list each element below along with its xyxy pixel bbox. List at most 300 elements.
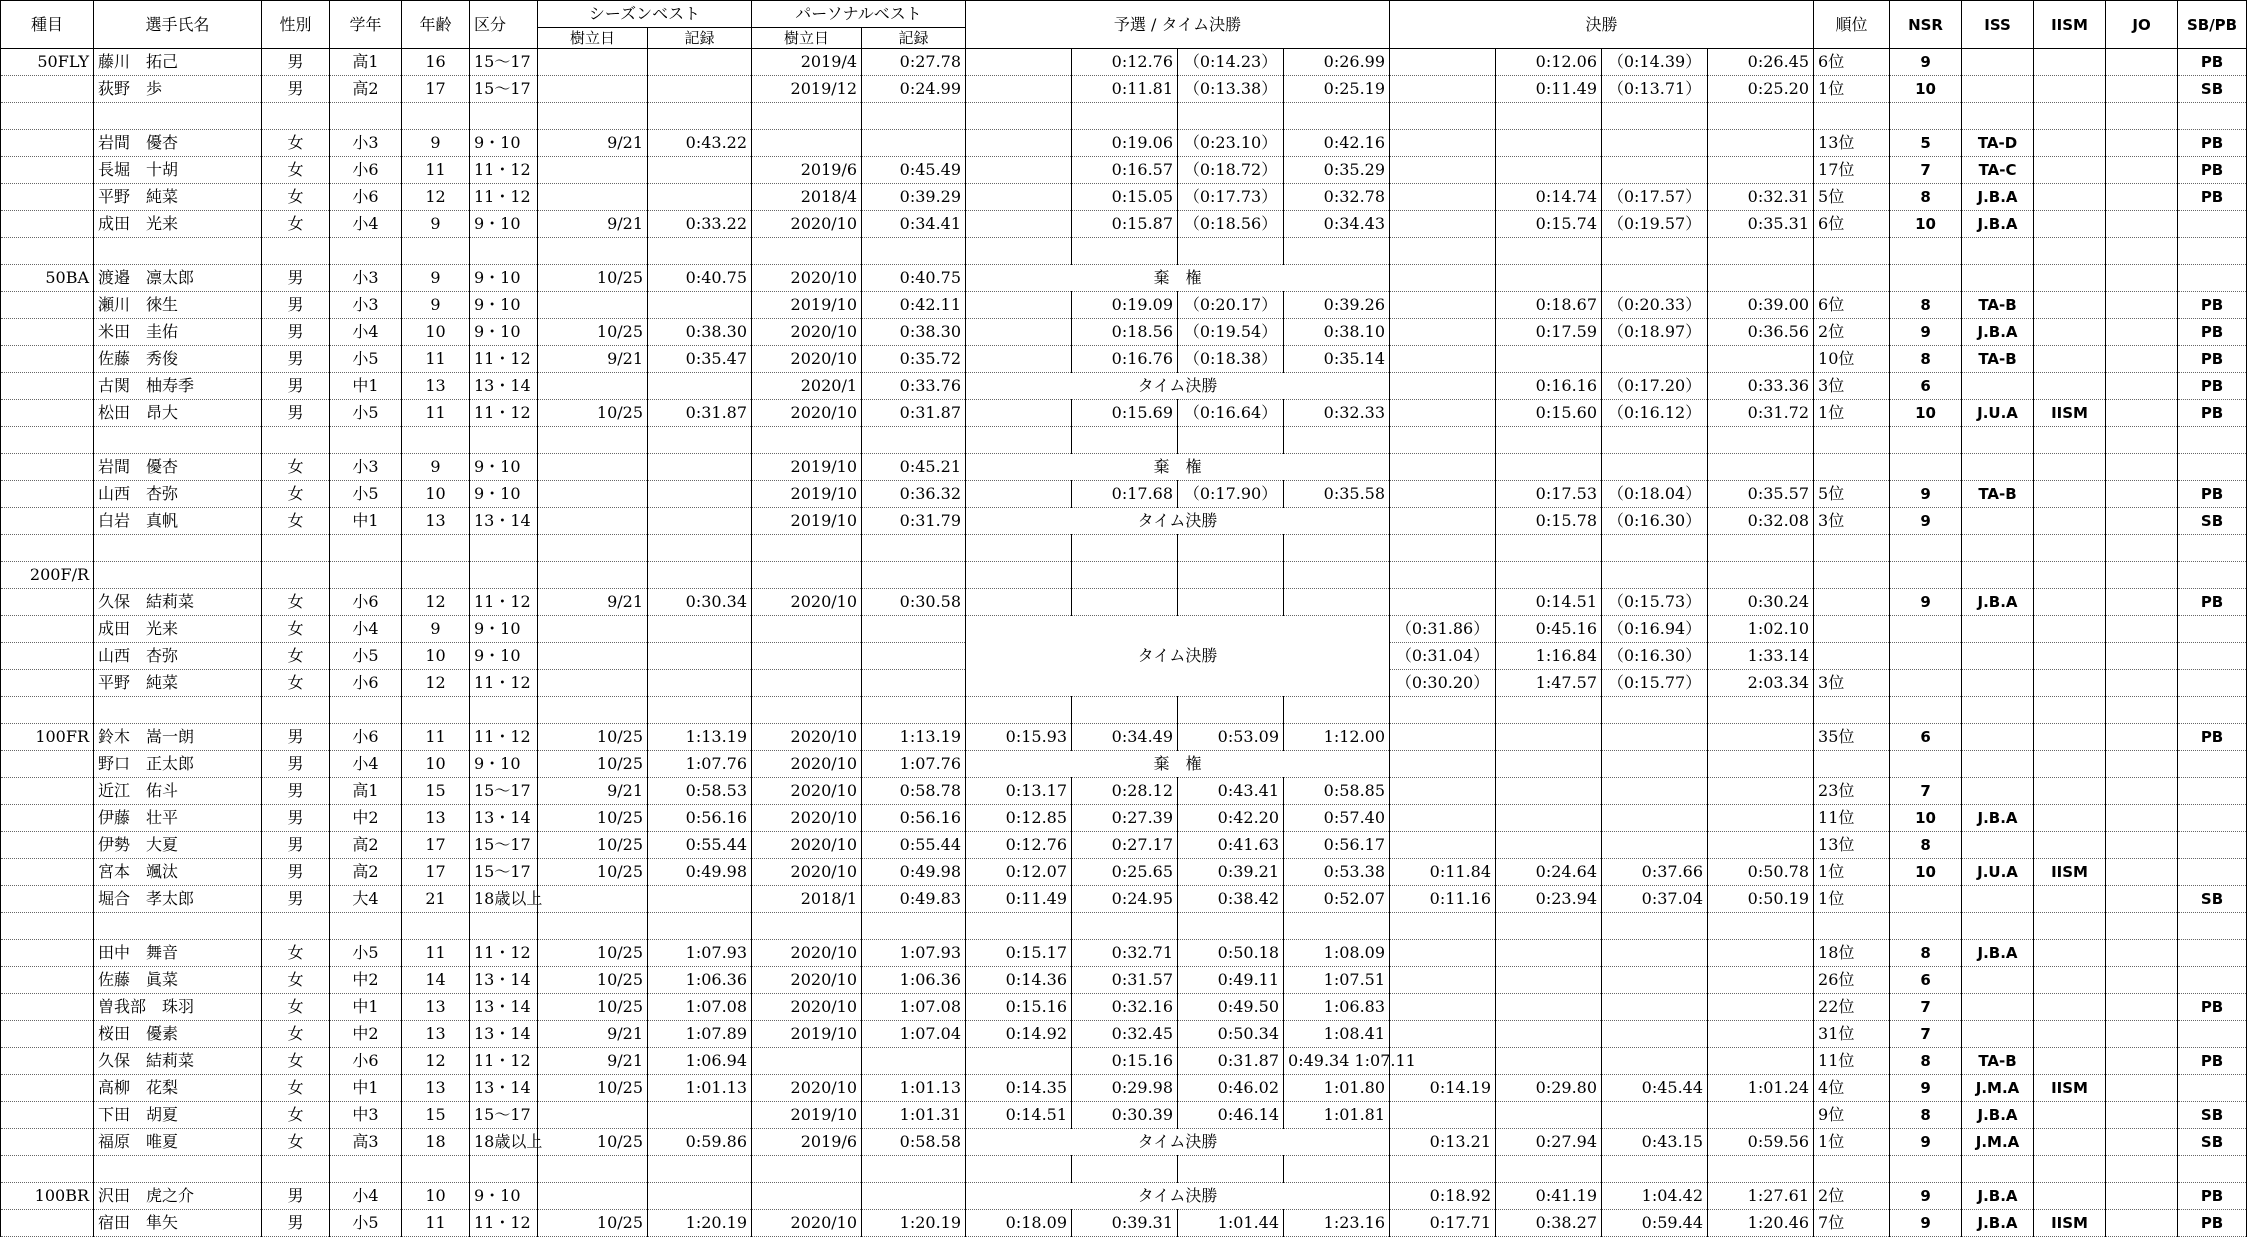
iism-cell <box>2034 211 2106 238</box>
sb-date-cell: 9/21 <box>538 778 648 805</box>
empty-cell <box>2178 913 2247 940</box>
empty-cell <box>862 535 966 562</box>
event-cell <box>1 1129 94 1156</box>
sex-cell: 男 <box>262 292 330 319</box>
age-cell: 17 <box>402 859 470 886</box>
name-cell: 鈴木 嵩一朗 <box>94 724 262 751</box>
nsr-cell: 9 <box>1890 1183 1962 1210</box>
final-split-cell: （0:17.20） <box>1602 373 1708 400</box>
table-row <box>1 49 2247 76</box>
grade-cell: 高2 <box>330 832 402 859</box>
nsr-cell: 7 <box>1890 1021 1962 1048</box>
event-cell: 100BR <box>1 1183 94 1210</box>
sb-time-cell <box>648 1183 752 1210</box>
header-sex: 性別 <box>262 1 330 49</box>
nsr-cell: 8 <box>1890 1102 1962 1129</box>
iss-cell: J.B.A <box>1962 319 2034 346</box>
empty-cell <box>1284 427 1390 454</box>
heats-split-cell: 0:32.45 <box>1072 1021 1178 1048</box>
grade-cell: 高3 <box>330 1129 402 1156</box>
jo-cell <box>2106 49 2178 76</box>
empty-cell <box>862 697 966 724</box>
pb-time-cell: 0:31.87 <box>862 400 966 427</box>
sbpb-cell <box>2178 805 2247 832</box>
sex-cell: 男 <box>262 373 330 400</box>
sb-date-cell: 10/25 <box>538 832 648 859</box>
table-row <box>1 832 2247 859</box>
heats-split-cell: 0:32.71 <box>1072 940 1178 967</box>
final-split-cell: 0:23.94 <box>1496 886 1602 913</box>
empty-cell <box>1708 427 1814 454</box>
sb-time-cell <box>648 76 752 103</box>
heats-split-cell: 0:32.78 <box>1284 184 1390 211</box>
final-split-cell <box>1708 832 1814 859</box>
heats-split-cell: 0:26.99 <box>1284 49 1390 76</box>
division-cell: 15～17 <box>470 832 538 859</box>
empty-cell <box>752 103 862 130</box>
heats-note-cell: 棄 権 <box>966 454 1390 481</box>
sb-date-cell: 10/25 <box>538 1129 648 1156</box>
division-cell: 11・12 <box>470 1210 538 1237</box>
heats-split-cell: 0:58.85 <box>1284 778 1390 805</box>
final-split-cell: 0:32.08 <box>1708 508 1814 535</box>
heats-split-cell: 0:13.17 <box>966 778 1072 805</box>
table-row <box>1 778 2247 805</box>
age-cell: 14 <box>402 967 470 994</box>
final-split-cell <box>1496 346 1602 373</box>
empty-cell <box>1072 238 1178 265</box>
pb-date-cell: 2019/10 <box>752 508 862 535</box>
grade-cell: 中1 <box>330 508 402 535</box>
header-jo: JO <box>2106 1 2178 49</box>
grade-cell: 小6 <box>330 157 402 184</box>
name-cell: 岩間 優杏 <box>94 130 262 157</box>
sbpb-cell: PB <box>2178 157 2247 184</box>
empty-cell <box>752 697 862 724</box>
pb-date-cell: 2020/10 <box>752 751 862 778</box>
iss-cell <box>1962 967 2034 994</box>
heats-split-cell: 0:39.26 <box>1284 292 1390 319</box>
final-split-cell <box>1390 400 1496 427</box>
pb-date-cell: 2019/6 <box>752 1129 862 1156</box>
jo-cell <box>2106 292 2178 319</box>
empty-cell <box>966 427 1072 454</box>
table-row <box>1 481 2247 508</box>
rank-cell: 3位 <box>1814 373 1890 400</box>
table-row <box>1 1021 2247 1048</box>
jo-cell <box>2106 724 2178 751</box>
empty-cell <box>1178 238 1284 265</box>
sex-cell: 女 <box>262 967 330 994</box>
sb-time-cell: 0:49.98 <box>648 859 752 886</box>
iism-cell <box>2034 373 2106 400</box>
empty-cell <box>752 1156 862 1183</box>
header-season-best: シーズンベスト <box>538 1 752 28</box>
nsr-cell: 7 <box>1890 157 1962 184</box>
empty-cell <box>538 913 648 940</box>
final-split-cell <box>1496 265 1602 292</box>
name-cell: 瀬川 徠生 <box>94 292 262 319</box>
grade-cell: 小4 <box>330 319 402 346</box>
sex-cell: 女 <box>262 994 330 1021</box>
final-split-cell <box>1602 805 1708 832</box>
heats-split-cell <box>966 157 1072 184</box>
final-split-cell: 1:33.14 <box>1708 643 1814 670</box>
empty-cell <box>1284 103 1390 130</box>
table-row <box>1 886 2247 913</box>
final-split-cell <box>1390 778 1496 805</box>
empty-cell <box>1814 913 1890 940</box>
pb-date-cell: 2020/10 <box>752 994 862 1021</box>
nsr-cell: 5 <box>1890 130 1962 157</box>
final-split-cell: 0:14.74 <box>1496 184 1602 211</box>
heats-split-cell <box>1284 589 1390 616</box>
division-cell: 11・12 <box>470 184 538 211</box>
rank-cell: 1位 <box>1814 886 1890 913</box>
heats-split-cell: 0:15.69 <box>1072 400 1178 427</box>
iss-cell: J.B.A <box>1962 1210 2034 1237</box>
jo-cell <box>2106 454 2178 481</box>
iss-cell <box>1962 265 2034 292</box>
empty-cell <box>1708 238 1814 265</box>
age-cell: 13 <box>402 508 470 535</box>
grade-cell: 小5 <box>330 1210 402 1237</box>
empty-cell <box>2034 103 2106 130</box>
name-cell: 沢田 虎之介 <box>94 1183 262 1210</box>
final-split-cell: （0:30.20） <box>1390 670 1496 697</box>
division-cell: 11・12 <box>470 157 538 184</box>
rank-cell: 6位 <box>1814 49 1890 76</box>
final-split-cell <box>1390 76 1496 103</box>
empty-cell <box>330 103 402 130</box>
age-cell: 17 <box>402 832 470 859</box>
empty-cell <box>862 427 966 454</box>
division-cell: 13・14 <box>470 994 538 1021</box>
heats-split-cell: 0:15.16 <box>966 994 1072 1021</box>
heats-split-cell <box>966 292 1072 319</box>
heats-split-cell: 1:23.16 <box>1284 1210 1390 1237</box>
empty-cell <box>1814 697 1890 724</box>
final-split-cell <box>1708 454 1814 481</box>
jo-cell <box>2106 832 2178 859</box>
empty-cell <box>862 913 966 940</box>
heats-split-cell <box>966 211 1072 238</box>
table-row <box>1 508 2247 535</box>
empty-cell <box>1814 238 1890 265</box>
rank-cell: 6位 <box>1814 211 1890 238</box>
age-cell: 9 <box>402 130 470 157</box>
pb-time-cell <box>862 643 966 670</box>
empty-cell <box>862 103 966 130</box>
rank-cell: 2位 <box>1814 319 1890 346</box>
final-split-cell: 0:27.94 <box>1496 1129 1602 1156</box>
event-cell <box>1 481 94 508</box>
empty-cell <box>1390 238 1496 265</box>
sbpb-cell: SB <box>2178 1102 2247 1129</box>
empty-cell <box>262 238 330 265</box>
final-split-cell <box>1496 1021 1602 1048</box>
iism-cell <box>2034 1102 2106 1129</box>
empty-cell <box>94 238 262 265</box>
pb-time-cell <box>862 670 966 697</box>
heats-split-cell: 0:49.11 <box>1178 967 1284 994</box>
grade-cell: 小6 <box>330 184 402 211</box>
empty-cell <box>538 535 648 562</box>
final-split-cell: 1:01.24 <box>1708 1075 1814 1102</box>
grade-cell: 小4 <box>330 751 402 778</box>
header-event: 種目 <box>1 1 94 49</box>
sb-date-cell: 10/25 <box>538 805 648 832</box>
heats-split-cell: 0:31.87 <box>1178 1048 1284 1075</box>
sbpb-cell <box>2178 670 2247 697</box>
iss-cell: J.B.A <box>1962 1183 2034 1210</box>
empty-cell <box>1890 913 1962 940</box>
empty-cell <box>1284 1156 1390 1183</box>
heats-split-cell: 0:12.07 <box>966 859 1072 886</box>
empty-cell <box>402 427 470 454</box>
sex-cell: 女 <box>262 184 330 211</box>
blank-row <box>1 1156 2247 1183</box>
jo-cell <box>2106 184 2178 211</box>
age-cell: 13 <box>402 805 470 832</box>
sex-cell: 男 <box>262 832 330 859</box>
pb-date-cell: 2020/10 <box>752 940 862 967</box>
rank-cell: 35位 <box>1814 724 1890 751</box>
heats-split-cell: 0:35.29 <box>1284 157 1390 184</box>
sbpb-cell <box>2178 940 2247 967</box>
heats-split-cell <box>966 400 1072 427</box>
name-cell: 曽我部 珠羽 <box>94 994 262 1021</box>
empty-cell <box>330 238 402 265</box>
name-cell: 久保 結莉菜 <box>94 1048 262 1075</box>
rank-cell: 5位 <box>1814 481 1890 508</box>
event-cell <box>1 805 94 832</box>
empty-cell <box>1072 535 1178 562</box>
empty-cell <box>470 535 538 562</box>
sb-time-cell <box>648 616 752 643</box>
sb-date-cell <box>538 373 648 400</box>
sb-date-cell: 9/21 <box>538 130 648 157</box>
header-grade: 学年 <box>330 1 402 49</box>
final-split-cell: 0:43.15 <box>1602 1129 1708 1156</box>
heats-split-cell: 0:41.63 <box>1178 832 1284 859</box>
name-cell: 白岩 真帆 <box>94 508 262 535</box>
empty-cell <box>648 913 752 940</box>
iism-cell <box>2034 319 2106 346</box>
empty-cell <box>1390 697 1496 724</box>
empty-cell <box>1962 1156 2034 1183</box>
final-split-cell <box>1708 778 1814 805</box>
heats-split-cell: 0:16.76 <box>1072 346 1178 373</box>
empty-cell <box>2106 913 2178 940</box>
heats-split-cell: 1:12.00 <box>1284 724 1390 751</box>
empty-cell <box>402 562 470 589</box>
final-split-cell: 0:32.31 <box>1708 184 1814 211</box>
heats-split-cell: 0:28.12 <box>1072 778 1178 805</box>
empty-cell <box>262 535 330 562</box>
sex-cell: 女 <box>262 670 330 697</box>
final-split-cell: 0:30.24 <box>1708 589 1814 616</box>
heats-split-cell: 0:15.87 <box>1072 211 1178 238</box>
pb-time-cell: 0:45.49 <box>862 157 966 184</box>
heats-split-cell: 1:01.44 <box>1178 1210 1284 1237</box>
final-split-cell <box>1496 724 1602 751</box>
final-split-cell: （0:15.73） <box>1602 589 1708 616</box>
pb-date-cell: 2020/10 <box>752 1210 862 1237</box>
jo-cell <box>2106 508 2178 535</box>
final-split-cell: 1:16.84 <box>1496 643 1602 670</box>
name-cell: 藤川 拓己 <box>94 49 262 76</box>
division-cell: 13・14 <box>470 805 538 832</box>
name-cell: 渡邉 凛太郎 <box>94 265 262 292</box>
final-split-cell: 1:27.61 <box>1708 1183 1814 1210</box>
empty-cell <box>2106 103 2178 130</box>
heats-split-cell: 0:12.85 <box>966 805 1072 832</box>
final-split-cell: 0:18.67 <box>1496 292 1602 319</box>
event-cell: 50FLY <box>1 49 94 76</box>
age-cell: 10 <box>402 643 470 670</box>
empty-cell <box>2034 913 2106 940</box>
iism-cell <box>2034 130 2106 157</box>
jo-cell <box>2106 346 2178 373</box>
heats-split-cell: 1:06.83 <box>1284 994 1390 1021</box>
grade-cell: 小5 <box>330 481 402 508</box>
table-row <box>1 859 2247 886</box>
table-row <box>1 751 2247 778</box>
nsr-cell: 10 <box>1890 805 1962 832</box>
sbpb-cell: SB <box>2178 508 2247 535</box>
empty-cell <box>1708 562 1814 589</box>
heats-split-cell: 0:32.16 <box>1072 994 1178 1021</box>
empty-cell <box>538 238 648 265</box>
heats-split-cell: 0:39.31 <box>1072 1210 1178 1237</box>
pb-date-cell: 2019/10 <box>752 454 862 481</box>
division-cell: 13・14 <box>470 508 538 535</box>
final-split-cell <box>1602 454 1708 481</box>
empty-cell <box>330 562 402 589</box>
empty-cell <box>1962 103 2034 130</box>
jo-cell <box>2106 1048 2178 1075</box>
age-cell: 9 <box>402 454 470 481</box>
final-split-cell: 0:13.21 <box>1390 1129 1496 1156</box>
pb-date-cell: 2020/10 <box>752 832 862 859</box>
heats-split-cell: 0:12.76 <box>1072 49 1178 76</box>
final-split-cell: 0:35.31 <box>1708 211 1814 238</box>
nsr-cell: 9 <box>1890 1129 1962 1156</box>
grade-cell: 小3 <box>330 265 402 292</box>
nsr-cell: 8 <box>1890 940 1962 967</box>
pb-time-cell: 1:07.04 <box>862 1021 966 1048</box>
grade-cell: 小4 <box>330 1183 402 1210</box>
pb-date-cell: 2020/10 <box>752 805 862 832</box>
name-cell: 田中 舞音 <box>94 940 262 967</box>
sex-cell: 男 <box>262 400 330 427</box>
iss-cell: J.M.A <box>1962 1129 2034 1156</box>
nsr-cell <box>1890 670 1962 697</box>
sb-date-cell: 9/21 <box>538 1048 648 1075</box>
iss-cell: J.B.A <box>1962 589 2034 616</box>
heats-split-cell: 0:34.43 <box>1284 211 1390 238</box>
heats-split-cell: 0:52.07 <box>1284 886 1390 913</box>
empty-cell <box>2178 697 2247 724</box>
iism-cell <box>2034 49 2106 76</box>
empty-cell <box>1284 535 1390 562</box>
heats-split-cell: （0:20.17） <box>1178 292 1284 319</box>
iss-cell: TA-C <box>1962 157 2034 184</box>
empty-cell <box>402 697 470 724</box>
empty-cell <box>1890 535 1962 562</box>
jo-cell <box>2106 994 2178 1021</box>
iism-cell <box>2034 805 2106 832</box>
name-cell: 宿田 隼矢 <box>94 1210 262 1237</box>
heats-split-cell: 0:14.51 <box>966 1102 1072 1129</box>
empty-cell <box>402 1156 470 1183</box>
final-split-cell <box>1602 967 1708 994</box>
heats-split-cell: 0:29.98 <box>1072 1075 1178 1102</box>
nsr-cell: 10 <box>1890 76 1962 103</box>
nsr-cell: 10 <box>1890 400 1962 427</box>
heats-split-cell: 0:15.93 <box>966 724 1072 751</box>
table-row <box>1 130 2247 157</box>
grade-cell: 小3 <box>330 130 402 157</box>
event-cell <box>1 697 94 724</box>
sb-time-cell <box>648 886 752 913</box>
pb-time-cell: 1:07.08 <box>862 994 966 1021</box>
age-cell: 9 <box>402 265 470 292</box>
iism-cell <box>2034 724 2106 751</box>
header-division: 区分 <box>470 1 538 49</box>
final-split-cell <box>1708 265 1814 292</box>
grade-cell: 高2 <box>330 76 402 103</box>
empty-cell <box>1890 103 1962 130</box>
empty-cell <box>2034 238 2106 265</box>
jo-cell <box>2106 400 2178 427</box>
empty-cell <box>1602 913 1708 940</box>
empty-cell <box>1496 562 1602 589</box>
empty-cell <box>94 535 262 562</box>
nsr-cell <box>1890 886 1962 913</box>
sex-cell: 女 <box>262 940 330 967</box>
empty-cell <box>2106 238 2178 265</box>
sbpb-cell <box>2178 1021 2247 1048</box>
table-row <box>1 1183 2247 1210</box>
final-split-cell <box>1390 184 1496 211</box>
final-split-cell: （0:31.04） <box>1390 643 1496 670</box>
grade-cell: 中1 <box>330 994 402 1021</box>
nsr-cell: 6 <box>1890 373 1962 400</box>
final-split-cell: 1:02.10 <box>1708 616 1814 643</box>
heats-split-cell: （0:19.54） <box>1178 319 1284 346</box>
iss-cell <box>1962 751 2034 778</box>
grade-cell: 小6 <box>330 1048 402 1075</box>
empty-cell <box>1390 562 1496 589</box>
final-split-cell <box>1390 292 1496 319</box>
final-split-cell <box>1496 940 1602 967</box>
rank-cell: 1位 <box>1814 76 1890 103</box>
heats-split-cell: 0:27.39 <box>1072 805 1178 832</box>
sbpb-cell <box>2178 832 2247 859</box>
nsr-cell: 7 <box>1890 994 1962 1021</box>
division-cell: 15～17 <box>470 49 538 76</box>
results-body <box>1 49 2247 1237</box>
name-cell: 岩間 優杏 <box>94 454 262 481</box>
nsr-cell: 7 <box>1890 778 1962 805</box>
name-cell: 山西 杏弥 <box>94 643 262 670</box>
table-row <box>1 265 2247 292</box>
empty-cell <box>1072 562 1178 589</box>
rank-cell: 3位 <box>1814 670 1890 697</box>
jo-cell <box>2106 265 2178 292</box>
